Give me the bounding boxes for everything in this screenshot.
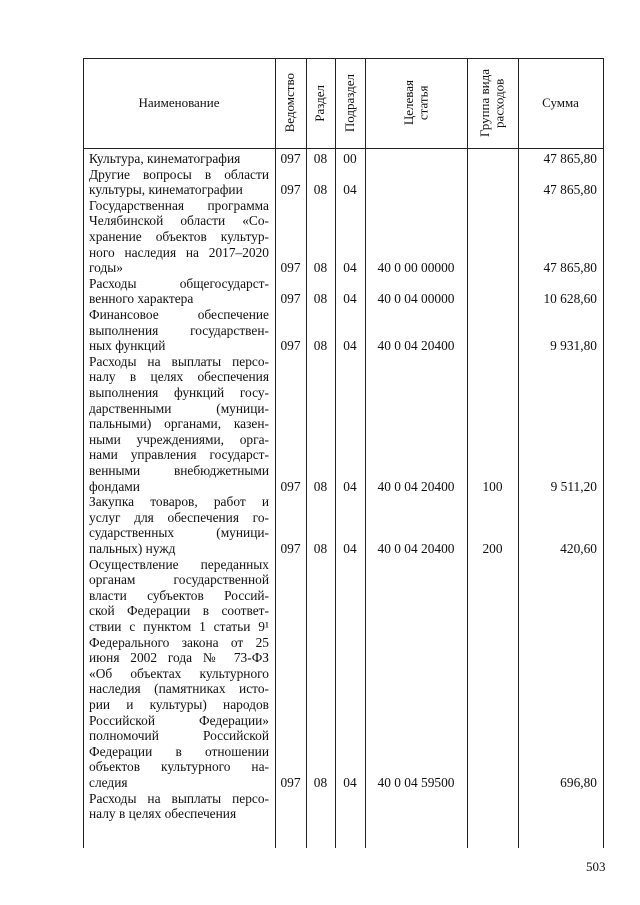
table-border-right bbox=[603, 58, 604, 848]
name-line: дарственными (муници- bbox=[89, 400, 269, 416]
header-razdel-label: Раздел bbox=[312, 84, 328, 122]
table-cell-ved: 097 bbox=[280, 260, 301, 276]
table-row-name bbox=[89, 494, 269, 556]
table-cell-razd: 08 bbox=[313, 775, 328, 790]
name-line: налу в целях обеспечения bbox=[89, 369, 269, 385]
name-line: пальными) органами, казен- bbox=[89, 416, 269, 432]
header-name bbox=[83, 58, 275, 148]
header-vedomstvo-label: Ведомство bbox=[282, 73, 298, 133]
table-cell-razd: 08 bbox=[313, 338, 328, 354]
header-podrazdel-label: Подраздел bbox=[341, 73, 357, 133]
table-cell-cel: 40 0 04 59500 bbox=[377, 775, 455, 790]
table-cell-razd: 08 bbox=[313, 182, 328, 198]
table-cell-ved: 097 bbox=[280, 775, 301, 790]
table-cell-grp: 100 bbox=[482, 478, 503, 494]
header-divider bbox=[83, 148, 603, 149]
table-cell-podr: 04 bbox=[343, 478, 357, 494]
name-line: Осуществление переданных bbox=[89, 556, 269, 572]
table-cell-ved: 097 bbox=[280, 151, 301, 166]
table-border-left bbox=[83, 58, 84, 848]
name-line: власти субъектов Россий- bbox=[89, 587, 269, 603]
header-vedomstvo bbox=[275, 58, 306, 148]
table-cell-ved: 097 bbox=[280, 338, 301, 354]
name-line: венного характера bbox=[89, 291, 194, 307]
name-line: Финансовое обеспечение bbox=[89, 307, 269, 322]
name-line: услуг для обеспечения го- bbox=[89, 509, 269, 525]
name-line: рии и культуры) народов bbox=[89, 696, 269, 712]
name-line: Расходы на выплаты персо- bbox=[89, 790, 269, 806]
name-line: Российской Федерации» bbox=[89, 712, 269, 728]
name-line: Закупка товаров, работ и bbox=[89, 494, 269, 510]
name-line: налу в целях обеспечения bbox=[89, 806, 237, 822]
table-cell-razd: 08 bbox=[313, 291, 328, 307]
table-row-name bbox=[89, 167, 269, 198]
name-line: органам государственной bbox=[89, 572, 269, 588]
name-line: Расходы на выплаты персо- bbox=[89, 353, 269, 369]
table-cell-podr: 00 bbox=[343, 151, 357, 166]
name-line: нами управления государст- bbox=[89, 447, 269, 463]
name-line: Федерального закона от 25 bbox=[89, 634, 269, 650]
table-cell-cel: 40 0 00 00000 bbox=[377, 260, 455, 276]
header-gruppa-label: Группа вида расходов bbox=[477, 69, 507, 137]
table-cell-razd: 08 bbox=[313, 478, 328, 494]
column-divider bbox=[275, 58, 276, 848]
table-cell-podr: 04 bbox=[343, 541, 357, 556]
name-line: сударственных (муници- bbox=[89, 525, 269, 541]
name-line: выполнения государствен- bbox=[89, 322, 269, 338]
name-line: ными учреждениями, орга- bbox=[89, 431, 269, 447]
name-line: Федерации в отношении bbox=[89, 743, 269, 759]
table-cell-cel: 40 0 04 20400 bbox=[377, 541, 455, 556]
column-divider bbox=[365, 58, 366, 848]
header-podrazdel bbox=[335, 58, 365, 148]
table-cell-ved: 097 bbox=[280, 478, 301, 494]
header-name-label: Наименование bbox=[138, 95, 220, 110]
name-line: выполнения функций госу- bbox=[89, 384, 269, 400]
table-cell-sum: 47 865,80 bbox=[543, 182, 597, 198]
table-cell-razd: 08 bbox=[313, 541, 328, 556]
header-summa bbox=[518, 58, 603, 148]
name-line: пальных) нужд bbox=[89, 540, 176, 556]
table-row-name bbox=[89, 791, 269, 822]
name-line: полномочий Российской bbox=[89, 728, 269, 744]
table-cell-podr: 04 bbox=[343, 182, 357, 198]
table-cell-ved: 097 bbox=[280, 182, 301, 198]
table-cell-razd: 08 bbox=[313, 151, 328, 166]
name-line: «Об объектах культурного bbox=[89, 665, 269, 681]
table-cell-podr: 04 bbox=[343, 775, 357, 790]
table-cell-cel: 40 0 04 20400 bbox=[377, 338, 455, 354]
name-line: Культура, кинематография bbox=[89, 151, 241, 166]
name-line: ного наследия на 2017–2020 bbox=[89, 244, 269, 260]
header-celevaya-label: Целевая статья bbox=[400, 80, 430, 126]
table-row-name bbox=[89, 557, 269, 791]
table-cell-sum: 9 931,80 bbox=[550, 338, 597, 354]
column-divider bbox=[467, 58, 468, 848]
table-row-name bbox=[89, 151, 269, 167]
table-cell-grp: 200 bbox=[482, 541, 503, 556]
name-line: венными внебюджетными bbox=[89, 462, 269, 478]
table-cell-ved: 097 bbox=[280, 541, 301, 556]
table-row-name bbox=[89, 354, 269, 494]
name-line: Челябинской области «Со- bbox=[89, 213, 269, 229]
table-row-name bbox=[89, 307, 269, 354]
table-cell-sum: 9 511,20 bbox=[550, 478, 597, 494]
table-cell-sum: 47 865,80 bbox=[543, 260, 597, 276]
name-line: Расходы общегосударст- bbox=[89, 275, 269, 291]
table-cell-sum: 47 865,80 bbox=[543, 151, 597, 166]
table-cell-razd: 08 bbox=[313, 260, 328, 276]
table-cell-sum: 10 628,60 bbox=[543, 291, 597, 307]
name-line: хранение объектов культур- bbox=[89, 228, 269, 244]
name-line: культуры, кинематографии bbox=[89, 182, 243, 198]
table-row-name bbox=[89, 276, 269, 307]
name-line: Государственная программа bbox=[89, 197, 269, 213]
table-cell-podr: 04 bbox=[343, 338, 357, 354]
table-cell-cel: 40 0 04 00000 bbox=[377, 291, 455, 307]
name-line: июня 2002 года № 73-ФЗ bbox=[89, 650, 269, 666]
column-divider bbox=[335, 58, 336, 848]
table-cell-ved: 097 bbox=[280, 291, 301, 307]
table-cell-sum: 420,60 bbox=[560, 541, 597, 556]
table-cell-podr: 04 bbox=[343, 291, 357, 307]
budget-table bbox=[83, 58, 603, 848]
table-cell-sum: 696,80 bbox=[560, 775, 597, 790]
name-line: Другие вопросы в области bbox=[89, 166, 269, 182]
header-summa-label: Сумма bbox=[542, 95, 579, 110]
column-divider bbox=[518, 58, 519, 848]
column-divider bbox=[306, 58, 307, 848]
name-line: ской Федерации в соответ- bbox=[89, 603, 269, 619]
table-cell-podr: 04 bbox=[343, 260, 357, 276]
name-line: следия bbox=[89, 774, 128, 790]
name-line: фондами bbox=[89, 478, 140, 494]
header-razdel bbox=[306, 58, 335, 148]
table-row-name bbox=[89, 198, 269, 276]
name-line: наследия (памятниках исто- bbox=[89, 681, 269, 697]
header-gruppa bbox=[467, 58, 518, 148]
name-line: годы» bbox=[89, 260, 123, 276]
header-celevaya bbox=[365, 58, 467, 148]
name-line: объектов культурного на- bbox=[89, 759, 269, 775]
table-cell-cel: 40 0 04 20400 bbox=[377, 478, 455, 494]
page-number: 503 bbox=[586, 859, 606, 874]
name-line: ствии с пунктом 1 статьи 9¹ bbox=[89, 618, 269, 634]
name-line: ных функций bbox=[89, 338, 166, 354]
